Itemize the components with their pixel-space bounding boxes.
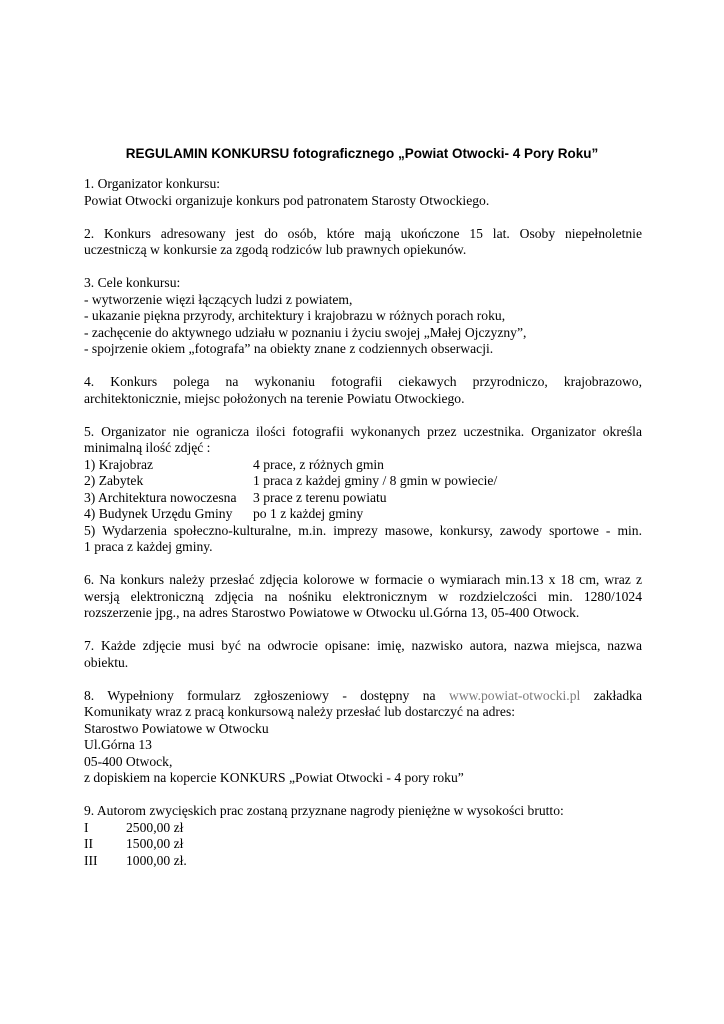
paragraph-line: uczestniczą w konkursie za zgodą rodziców lub prawnych opiekunów. — [84, 242, 467, 257]
prize-amount: 1000,00 zł. — [126, 852, 187, 868]
prize-row — [84, 836, 642, 853]
list-item: - zachęcenie do aktywnego udziału w poznaniu i życiu swojej „Małej Ojczyzny”, — [84, 324, 527, 340]
paragraph-line: 6. Na konkurs należy przesłać zdjęcia kolorowe w formacie o wymiarach min.13 x 18 cm, wraz z — [84, 572, 642, 587]
section-prizes — [84, 803, 642, 869]
category-row — [84, 490, 642, 507]
text-fragment: 8. Wypełniony formularz zgłoszeniowy - dostępny na — [84, 687, 450, 703]
paragraph-line: obiektu. — [84, 654, 129, 670]
prize-place: II — [84, 836, 94, 851]
prize-row — [84, 820, 642, 837]
section-photo-count — [84, 424, 642, 556]
section-subject — [84, 374, 642, 407]
paragraph-line: architektonicznie, miejsc położonych na terenie Powiatu Otwockiego. — [84, 390, 465, 406]
category-requirement: 4 prace, z różnych gmin — [253, 456, 384, 472]
section-goals — [84, 275, 642, 358]
paragraph-line: wersją elektroniczną zdjęcia na nośniku elektronicznym w rozdzielczości min. 1280/1024 — [84, 588, 642, 604]
list-item: - wytworzenie więzi łączących ludzi z powiatem, — [84, 291, 353, 307]
prize-amount: 1500,00 zł — [126, 836, 184, 851]
section-submission-format — [84, 572, 642, 622]
category-row — [84, 473, 642, 490]
section-application-form — [84, 688, 642, 787]
paragraph-line: 4. Konkurs polega na wykonaniu fotografii ciekawych przyrodniczo, krajobrazowo, — [84, 374, 642, 389]
category-row — [84, 457, 642, 474]
paragraph-line: 5. Organizator nie ogranicza ilości fotografii wykonanych przez uczestnika. Organizator określa — [84, 423, 642, 439]
text-fragment: zakładka — [580, 687, 642, 703]
category-row — [84, 506, 642, 523]
list-item: - spojrzenie okiem „fotografa” na obiekty znane z codziennych obserwacji. — [84, 341, 494, 356]
section-heading: 3. Cele konkursu: — [84, 275, 181, 290]
section-description — [84, 638, 642, 671]
paragraph-line: 7. Każde zdjęcie musi być na odwrocie opisane: imię, nazwisko autora, nazwa miejsca, nazwa — [84, 638, 642, 653]
paragraph-line: rozszerzenie jpg., na adres Starostwo Powiatowe w Otwocku ul.Górna 13, 05-400 Otwock. — [84, 605, 580, 620]
paragraph-line: Komunikaty wraz z pracą konkursową należy przesłać lub dostarczyć na adres: — [84, 704, 516, 719]
address-line: 05-400 Otwock, — [84, 753, 173, 769]
document-body — [84, 176, 642, 886]
section-organizer — [84, 176, 642, 209]
category-requirement: po 1 z każdej gminy — [253, 506, 364, 521]
category-name: 2) Zabytek — [84, 473, 144, 488]
list-item: - ukazanie piękna przyrody, architektury i krajobrazu w różnych porach roku, — [84, 308, 506, 323]
document-title: REGULAMIN KONKURSU fotograficznego „Powiat Otwocki- 4 Pory Roku” — [125, 146, 599, 161]
paragraph-line: 1 praca z każdej gminy. — [84, 539, 213, 554]
address-line: Starostwo Powiatowe w Otwocku — [84, 720, 269, 736]
address-line: z dopiskiem na kopercie KONKURS „Powiat Otwocki - 4 pory roku” — [84, 770, 464, 785]
prize-row — [84, 853, 642, 870]
prize-amount: 2500,00 zł — [126, 819, 184, 835]
section-heading: 9. Autorom zwycięskich prac zostaną przyznane nagrody pieniężne w wysokości brutto: — [84, 803, 564, 818]
category-name: 4) Budynek Urzędu Gminy — [84, 506, 233, 521]
prize-place: I — [84, 819, 89, 835]
section-eligibility — [84, 226, 642, 259]
category-name: 3) Architektura nowoczesna — [84, 489, 237, 505]
paragraph-line: 5) Wydarzenia społeczno-kulturalne, m.in. imprezy masowe, konkursy, zawody sportowe - min. — [84, 522, 642, 538]
category-requirement: 1 praca z każdej gminy / 8 gmin w powiecie/ — [253, 473, 498, 488]
category-name: 1) Krajobraz — [84, 456, 154, 472]
paragraph-line: 2. Konkurs adresowany jest do osób, które mają ukończone 15 lat. Osoby niepełnoletnie — [84, 225, 642, 241]
prize-place: III — [84, 852, 98, 868]
section-heading: 1. Organizator konkursu: — [84, 176, 221, 191]
website-link[interactable]: www.powiat-otwocki.pl — [449, 687, 581, 703]
paragraph-line — [84, 688, 642, 705]
paragraph-line: minimalną ilość zdjęć : — [84, 440, 211, 455]
paragraph-line: Powiat Otwocki organizuje konkurs pod patronatem Starosty Otwockiego. — [84, 192, 490, 208]
category-requirement: 3 prace z terenu powiatu — [253, 489, 387, 505]
address-line: Ul.Górna 13 — [84, 737, 152, 752]
